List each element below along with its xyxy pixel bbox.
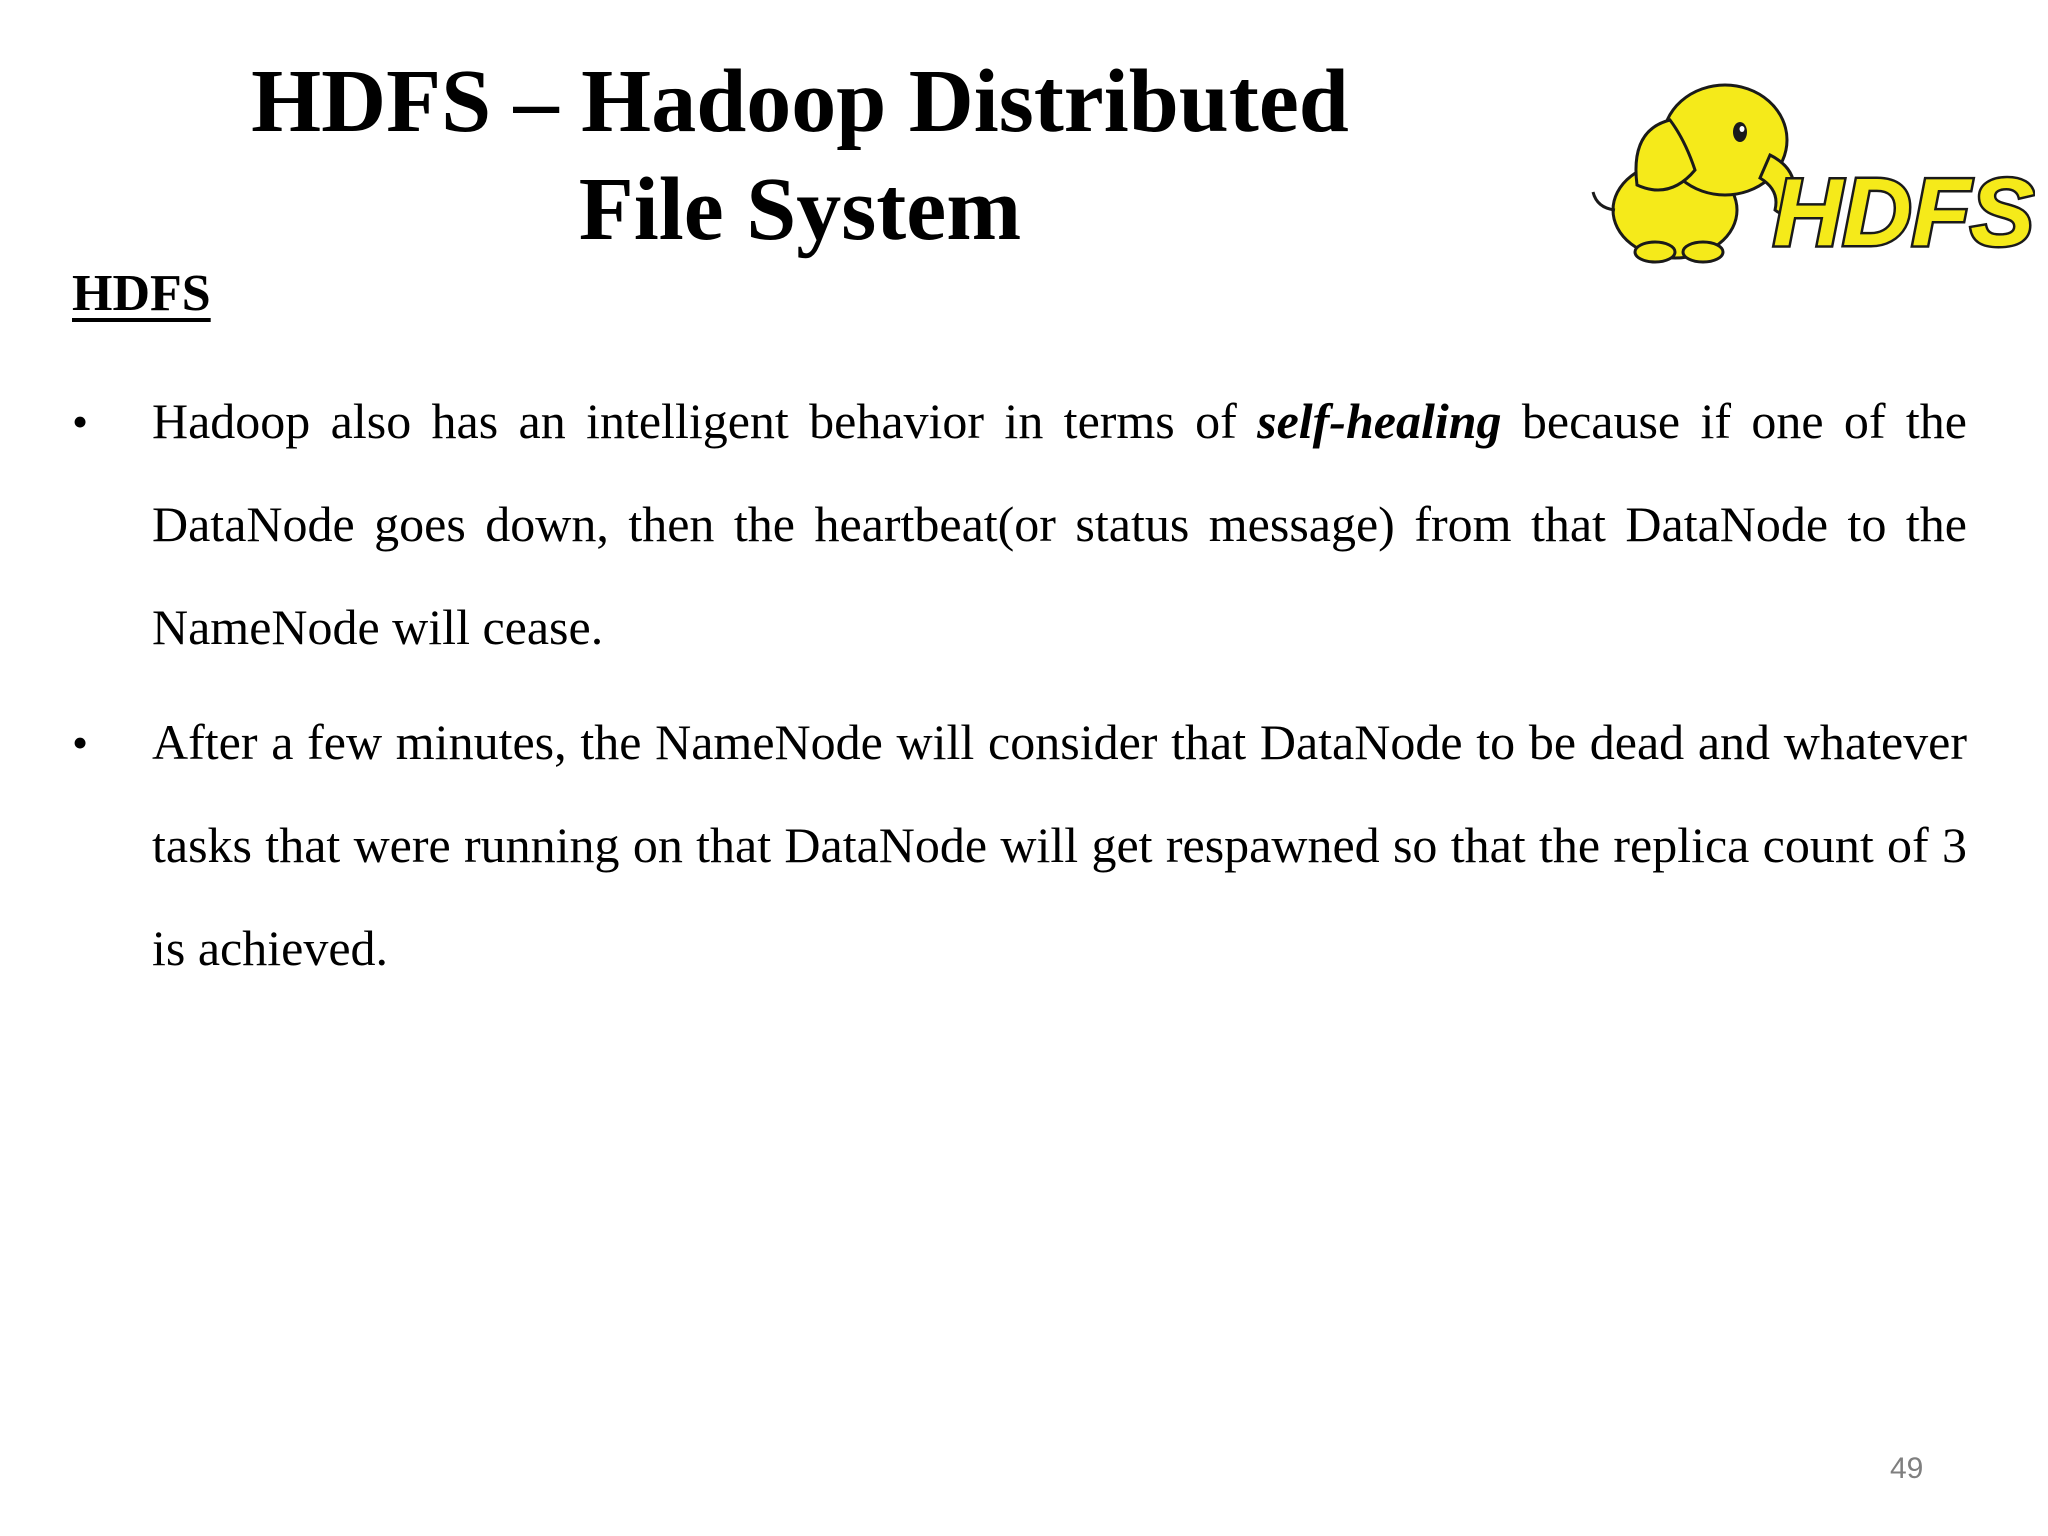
bullet-item bbox=[72, 370, 1967, 679]
section-heading: HDFS bbox=[72, 265, 211, 322]
bullet-list bbox=[72, 370, 1967, 1012]
bullet-text: After a few minutes, the NameNode will consider that DataNode to be dead and whatever tasks that were running on that DataNode will get respawned so that the replica count of 3 is achieved. bbox=[152, 714, 1967, 976]
bullet-text-end: because if one of the DataNode goes down, then the heartbeat(or status message) from that DataNode to the NameNode will cease. bbox=[152, 393, 1967, 655]
bullet-item bbox=[72, 691, 1967, 1000]
bullet-marker: • bbox=[72, 396, 89, 447]
bullet-marker: • bbox=[72, 717, 89, 768]
bullet-emphasis: self-healing bbox=[1257, 393, 1502, 449]
title-line-1: HDFS – Hadoop Distributed bbox=[251, 52, 1349, 151]
logo-text: HDFS bbox=[1773, 159, 2035, 265]
slide-title bbox=[180, 48, 1420, 264]
hdfs-logo bbox=[1575, 60, 2035, 265]
hadoop-elephant-icon bbox=[1575, 60, 2035, 265]
page-number: 49 bbox=[1890, 1452, 1924, 1485]
bullet-text-start: Hadoop also has an intelligent behavior in terms of bbox=[152, 393, 1258, 449]
title-line-2: File System bbox=[578, 160, 1022, 259]
